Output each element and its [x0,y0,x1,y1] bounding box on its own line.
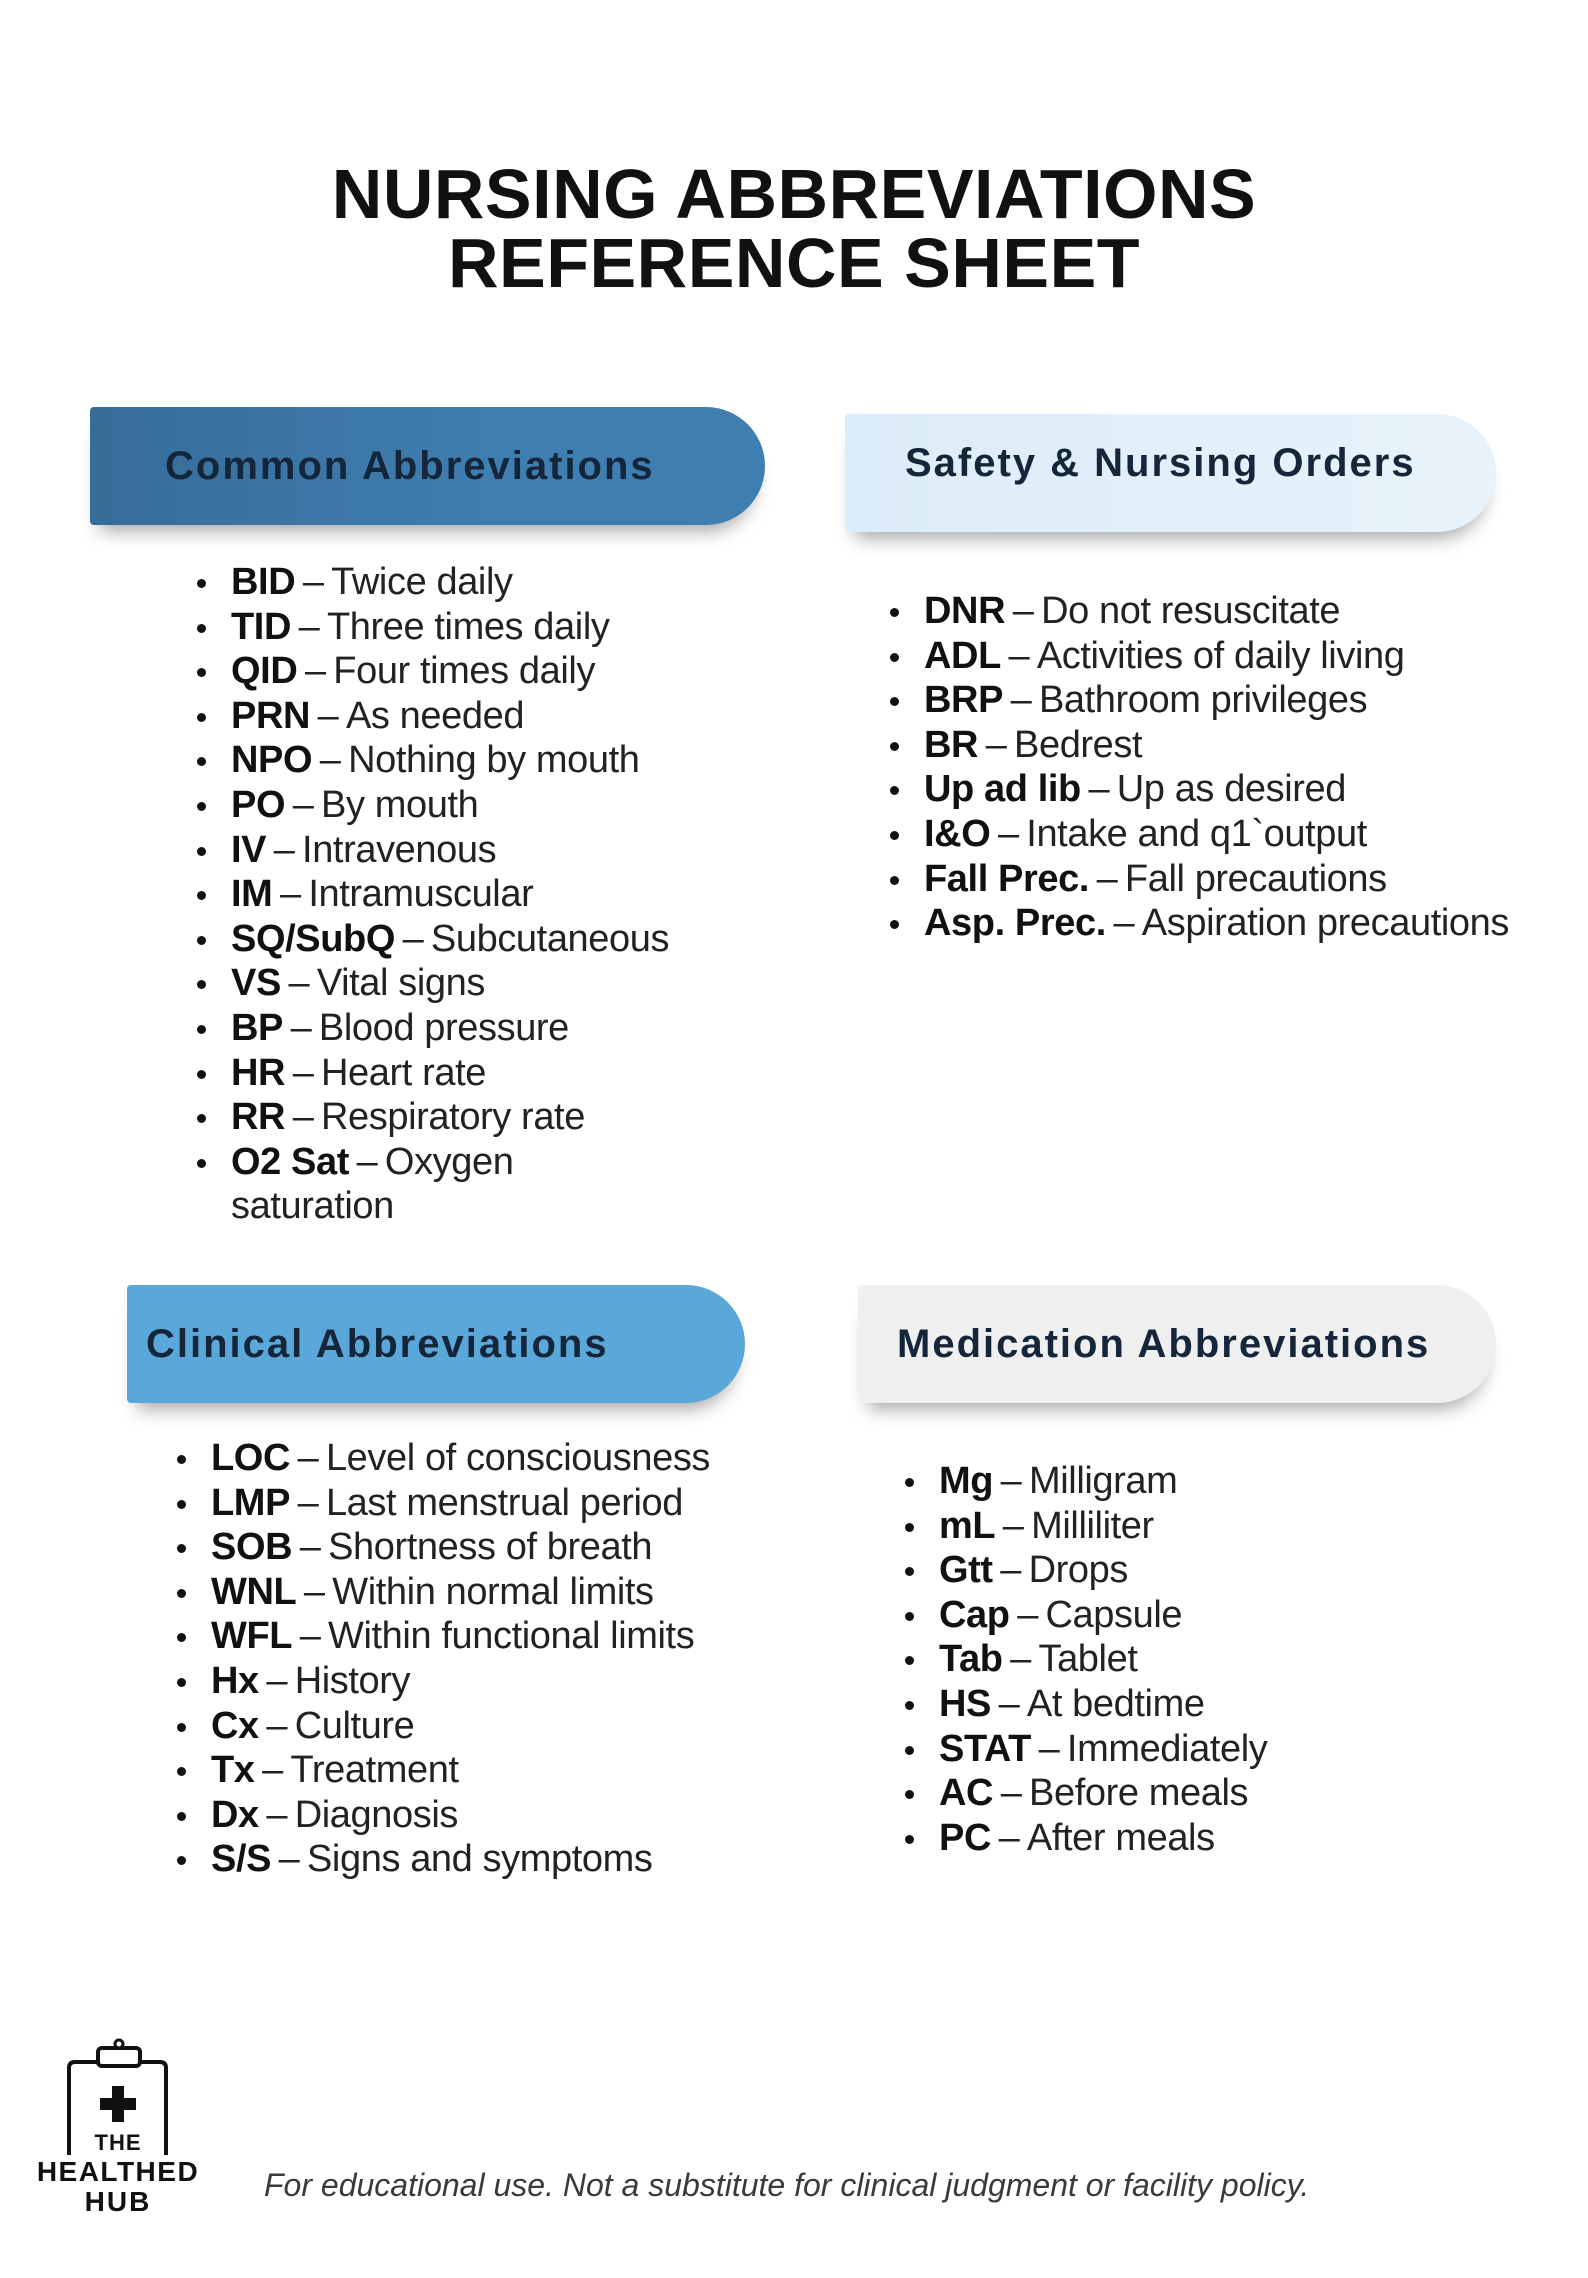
disclaimer-text: For educational use. Not a substitute for clinical judgment or facility policy. [264,2167,1310,2203]
section-heading-label: Safety & Nursing Orders [905,440,1416,485]
separator-dash: – [1096,857,1118,900]
bullet-icon [177,1678,186,1687]
abbreviation-term: S/S [211,1838,272,1881]
separator-dash: – [299,1526,321,1569]
bullet-icon [197,1070,206,1079]
abbreviation-meaning: Last menstrual period [325,1481,683,1524]
abbreviation-meaning: Immediately [1066,1727,1268,1770]
bullet-icon [905,1478,914,1487]
separator-dash: – [317,694,339,737]
bullet-icon [890,876,899,885]
abbreviation-term: Mg [939,1460,994,1502]
abbreviation-meaning: Subcutaneous [430,917,670,960]
bullet-icon [197,1159,206,1168]
abbreviation-item [197,917,669,962]
abbreviation-item [905,1816,1267,1861]
abbreviation-meaning: Intravenous [302,828,497,871]
bullet-icon [197,980,206,989]
abbreviation-term: PO [231,783,286,826]
abbreviation-item [890,589,1509,634]
abbreviation-meaning: Four times daily [333,650,596,693]
bullet-icon [197,624,206,633]
abbreviation-term: LMP [211,1481,291,1524]
bullet-icon [197,713,206,722]
bullet-icon [890,697,899,706]
abbreviation-meaning: At bedtime [1026,1682,1205,1725]
bullet-icon [905,1746,914,1755]
abbreviation-term: O2 Sat [231,1140,349,1183]
separator-dash: – [297,1481,319,1524]
bullet-icon [905,1790,914,1799]
abbreviation-meaning: Vital signs [316,962,485,1005]
abbreviation-meaning: Milligram [1029,1460,1178,1502]
abbreviation-term: IM [231,873,273,916]
abbreviation-meaning: Aspiration precautions [1141,902,1509,945]
separator-dash: – [292,1051,314,1094]
separator-dash: – [985,723,1007,766]
bullet-icon [197,668,206,677]
abbreviation-item [890,634,1509,679]
abbreviation-meaning: Do not resuscitate [1041,590,1341,632]
bullet-icon [197,936,206,945]
abbreviation-item [177,1793,710,1838]
abbreviation-term: Up ad lib [924,768,1081,811]
abbreviation-term: Cx [211,1704,259,1747]
abbreviation-item [177,1659,710,1704]
separator-dash: – [1008,634,1030,677]
separator-dash: – [1088,768,1110,811]
bullet-icon [197,847,206,856]
abbreviation-term: Dx [211,1793,259,1836]
abbreviation-list-medication [905,1459,1267,1860]
separator-dash: – [1010,679,1032,722]
separator-dash: – [1017,1593,1038,1636]
abbreviation-term: QID [231,650,298,693]
abbreviation-item [905,1593,1267,1638]
abbreviation-term: STAT [939,1727,1031,1770]
abbreviation-meaning: Nothing by mouth [348,739,640,782]
title-line-2: REFERENCE SHEET [447,224,1141,302]
abbreviation-meaning: Culture [294,1704,415,1747]
abbreviation-term: BRP [924,679,1004,722]
separator-dash: – [1000,1772,1022,1815]
bullet-icon [177,1500,186,1509]
separator-dash: – [1000,1460,1022,1502]
abbreviation-meaning: Blood pressure [318,1006,569,1049]
abbreviation-meaning: Fall precautions [1124,857,1387,900]
section-heading-common [90,407,765,525]
abbreviation-item [177,1704,710,1749]
abbreviation-meaning: After meals [1026,1816,1215,1859]
separator-dash: – [278,1838,300,1881]
abbreviation-term: WNL [211,1570,297,1613]
section-heading-label: Common Abbreviations [165,443,655,488]
abbreviation-item [177,1570,710,1615]
abbreviation-term: DNR [924,590,1006,632]
separator-dash: – [997,812,1019,855]
bullet-icon [890,742,899,751]
abbreviation-meaning: Up as desired [1116,768,1347,811]
bullet-icon [905,1701,914,1710]
abbreviation-meaning: Twice daily [331,561,513,603]
abbreviation-term: IV [231,828,267,871]
abbreviation-meaning: Intramuscular [308,873,534,916]
abbreviation-item [197,783,669,828]
separator-dash: – [299,1615,321,1658]
abbreviation-term: ADL [924,634,1001,677]
bullet-icon [890,920,899,929]
bullet-icon [177,1544,186,1553]
separator-dash: – [266,1704,288,1747]
abbreviation-term: TID [231,605,292,648]
abbreviation-term: HS [939,1682,991,1725]
section-heading-label: Medication Abbreviations [897,1321,1431,1366]
abbreviation-term: WFL [211,1615,293,1658]
abbreviation-meaning: Capsule [1045,1593,1183,1636]
section-heading-clinical [127,1285,745,1403]
bullet-icon [177,1812,186,1821]
bullet-icon [177,1633,186,1642]
abbreviation-item [177,1614,710,1659]
abbreviation-term: SOB [211,1526,293,1569]
abbreviation-item [197,1095,669,1140]
logo-text-hub: HUB [84,2186,152,2217]
separator-dash: – [1000,1549,1021,1592]
abbreviation-item [197,1051,669,1096]
abbreviation-item [905,1637,1267,1682]
abbreviation-item [905,1548,1267,1593]
page-title [0,155,1588,302]
abbreviation-item [890,678,1509,723]
abbreviation-item [197,1006,669,1051]
abbreviation-item [197,828,669,873]
abbreviation-term: HR [231,1051,286,1094]
separator-dash: – [998,1682,1020,1725]
abbreviation-list-common [197,560,669,1229]
separator-dash: – [262,1749,283,1792]
abbreviation-term: VS [231,962,281,1005]
separator-dash: – [280,873,301,916]
abbreviation-item [890,767,1509,812]
bullet-icon [905,1656,914,1665]
bullet-icon [197,757,206,766]
separator-dash: – [266,1793,288,1836]
abbreviation-meaning: Diagnosis [294,1793,458,1836]
abbreviation-term: LOC [211,1437,291,1479]
abbreviation-list-clinical [177,1436,710,1882]
abbreviation-item [890,901,1509,946]
bullet-icon [890,786,899,795]
separator-dash: – [297,1437,319,1479]
abbreviation-meaning: Treatment [290,1749,459,1792]
abbreviation-term: AC [939,1772,994,1815]
abbreviation-term: Gtt [939,1549,993,1592]
logo-text-the: THE [94,2130,142,2155]
abbreviation-item [197,872,669,917]
abbreviation-term: BR [924,723,979,766]
abbreviation-term: SQ/SubQ [231,917,395,960]
abbreviation-item [197,1140,561,1229]
abbreviation-meaning: Tablet [1038,1638,1138,1681]
separator-dash: – [303,1570,325,1613]
section-heading-label: Clinical Abbreviations [146,1321,609,1366]
abbreviation-meaning: Signs and symptoms [306,1838,653,1881]
separator-dash: – [998,1816,1020,1859]
bullet-icon [177,1856,186,1865]
bullet-icon [905,1523,914,1532]
abbreviation-meaning: As needed [345,694,525,737]
abbreviation-meaning: Respiratory rate [321,1096,585,1139]
separator-dash: – [402,917,424,960]
bullet-icon [177,1723,186,1732]
section-heading-medication [858,1285,1496,1403]
abbreviation-meaning: Activities of daily living [1036,634,1405,677]
abbreviation-term: BP [231,1006,283,1049]
abbreviation-item [177,1525,710,1570]
abbreviation-item [905,1771,1267,1816]
separator-dash: – [1012,590,1034,632]
bullet-icon [197,1114,206,1123]
bullet-icon [905,1567,914,1576]
abbreviation-meaning: Oxygen saturation [231,1140,514,1228]
separator-dash: – [1113,902,1135,945]
abbreviation-item [197,605,669,650]
abbreviation-term: NPO [231,739,313,782]
abbreviation-meaning: By mouth [321,783,479,826]
separator-dash: – [292,1096,314,1139]
abbreviation-item [905,1459,1267,1504]
title-line-1: NURSING ABBREVIATIONS [331,155,1257,233]
bullet-icon [197,891,206,900]
abbreviation-term: Tab [939,1638,1003,1681]
abbreviation-item [197,738,669,783]
separator-dash: – [298,605,320,648]
bullet-icon [197,1025,206,1034]
abbreviation-meaning: Level of consciousness [325,1437,711,1479]
separator-dash: – [356,1140,378,1183]
abbreviation-item [890,723,1509,768]
separator-dash: – [319,739,341,782]
abbreviation-meaning: Within normal limits [332,1570,654,1613]
abbreviation-term: BID [231,561,296,603]
logo [30,2035,206,2225]
abbreviation-item [197,560,669,605]
abbreviation-item [905,1504,1267,1549]
abbreviation-item [890,857,1509,902]
abbreviation-meaning: Three times daily [326,605,610,648]
abbreviation-item [905,1682,1267,1727]
abbreviation-meaning: History [294,1659,411,1702]
abbreviation-term: Cap [939,1593,1010,1636]
abbreviation-term: Fall Prec. [924,857,1089,900]
abbreviation-meaning: Bedrest [1014,723,1143,766]
abbreviation-item [890,812,1509,857]
separator-dash: – [273,828,295,871]
abbreviation-list-safety [890,589,1509,946]
separator-dash: – [292,783,314,826]
abbreviation-item [177,1481,710,1526]
abbreviation-term: Hx [211,1659,259,1702]
separator-dash: – [1010,1638,1031,1681]
abbreviation-item [177,1748,710,1793]
abbreviation-term: mL [939,1504,996,1547]
abbreviation-term: RR [231,1096,286,1139]
abbreviation-term: I&O [924,812,991,855]
abbreviation-meaning: Milliliter [1031,1504,1154,1547]
abbreviation-meaning: Drops [1028,1549,1128,1592]
separator-dash: – [266,1659,288,1702]
abbreviation-item [177,1837,710,1882]
abbreviation-item [197,694,669,739]
abbreviation-meaning: Intake and q1`output [1026,812,1367,855]
abbreviation-item [177,1436,710,1481]
abbreviation-item [197,961,669,1006]
bullet-icon [905,1835,914,1844]
abbreviation-term: Asp. Prec. [924,902,1106,945]
logo-text-healthed: HEALTHED [36,2156,200,2187]
separator-dash: – [288,962,310,1005]
bullet-icon [197,802,206,811]
bullet-icon [197,579,206,588]
bullet-icon [177,1589,186,1598]
separator-dash: – [290,1006,312,1049]
abbreviation-meaning: Shortness of breath [328,1526,653,1569]
abbreviation-meaning: Before meals [1029,1772,1249,1815]
abbreviation-term: PRN [231,694,311,737]
bullet-icon [890,831,899,840]
abbreviation-term: Tx [211,1749,255,1792]
separator-dash: – [1038,1727,1060,1770]
bullet-icon [177,1767,186,1776]
abbreviation-item [197,649,669,694]
bullet-icon [890,608,899,617]
bullet-icon [905,1612,914,1621]
separator-dash: – [304,650,326,693]
abbreviation-item [905,1727,1267,1772]
abbreviation-term: PC [939,1816,991,1859]
separator-dash: – [302,561,324,603]
separator-dash: – [1002,1504,1024,1547]
bullet-icon [890,653,899,662]
abbreviation-meaning: Bathroom privileges [1038,679,1368,722]
bullet-icon [177,1455,186,1464]
section-heading-safety [845,414,1496,532]
abbreviation-meaning: Within functional limits [328,1615,695,1658]
abbreviation-meaning: Heart rate [321,1051,486,1094]
